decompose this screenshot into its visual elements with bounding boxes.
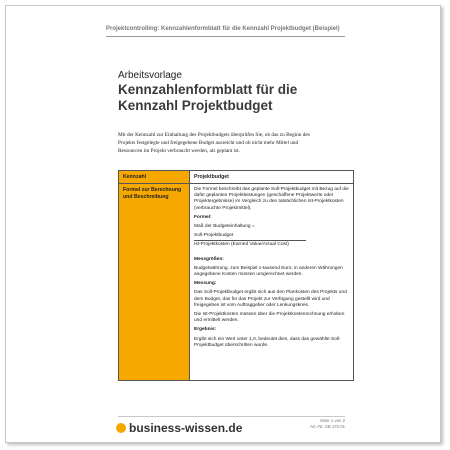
table-header-projektbudget: Projektbudget	[194, 174, 229, 180]
table-row-content	[194, 187, 351, 352]
document-page	[5, 5, 441, 443]
messung-label: Messung:	[194, 281, 217, 287]
ergebnis-label: Ergebnis:	[194, 327, 217, 333]
header-divider	[106, 36, 345, 37]
footer-divider	[118, 416, 345, 417]
description-text: Die Formel beschreibt das geplante Soll-Projektbudget mit Bezug auf die dafür geplanten Projektleistungen (geschaffene Projektwerte oder Projektergebnisse) im Vergleich zu den tatsächlichen Ist-Projektkosten (verbrauchte Projektmittel).	[194, 187, 349, 211]
kennzahl-table	[118, 170, 354, 381]
messgroessen-text: Budgetwährung, zum Beispiel x-tausend Euro; in anderen Währungen angegebene Kosten müssen umgerechnet werden.	[194, 265, 343, 278]
formula-denominator: Ist-Projektkosten (Earned Value/Actual Cost)	[194, 242, 289, 248]
page-number: Seite 1 von 2	[319, 418, 345, 423]
formel-line: Maß der Budgeteinhaltung =	[194, 224, 255, 230]
intro-paragraph: Mit der Kennzahl zur Einhaltung des Projektbudgets überprüfen Sie, ob das zu Beginn des Projekts festgelegte und freigegebene Budget ausreicht und ob nicht mehr Mittel und Ressourcen im Projekt verbraucht werden, als geplant ist.	[118, 132, 310, 154]
document-subtitle: Arbeitsvorlage	[118, 70, 182, 81]
table-row-divider	[119, 183, 353, 184]
table-row-label: Formel zur Berechnung und Beschreibung	[123, 187, 182, 200]
table-label-column	[119, 171, 190, 380]
article-number: Art.-Nr. SB.170.01	[310, 424, 345, 429]
ergebnis-text: Ergibt sich ein Wert unter 1,0, bedeutet dies, dass das gewählte Soll-Projektbudget überschritten wurde.	[194, 336, 341, 348]
messung-text-1: Das Soll-Projektbudget ergibt sich aus den Plankosten des Projekts und dem Budget, das für das Projekt zur Verfügung gestellt wird und freigegeben ist vom Auftraggeber oder Lenkungskreis.	[194, 290, 347, 308]
running-header: Projektcontrolling: Kennzahlenformblatt für die Kennzahl Projektbudget (Beispiel)	[106, 26, 340, 32]
formel-label: Formel:	[194, 214, 212, 220]
formula-numerator: Soll-Projektbudget	[194, 233, 306, 241]
messung-text-2: Die Ist-Projektkosten müssen über die Projektkostenrechnung erhoben und ermittelt werden.	[194, 312, 345, 324]
messgroessen-label: Messgrößen:	[194, 256, 224, 262]
document-title: Kennzahlenformblatt für die Kennzahl Projektbudget	[118, 82, 298, 113]
table-header-kennzahl: Kennzahl	[123, 174, 147, 180]
brand-dot-icon	[116, 423, 126, 433]
page-info	[310, 418, 345, 430]
brand-logo: business-wissen.de	[129, 421, 243, 435]
